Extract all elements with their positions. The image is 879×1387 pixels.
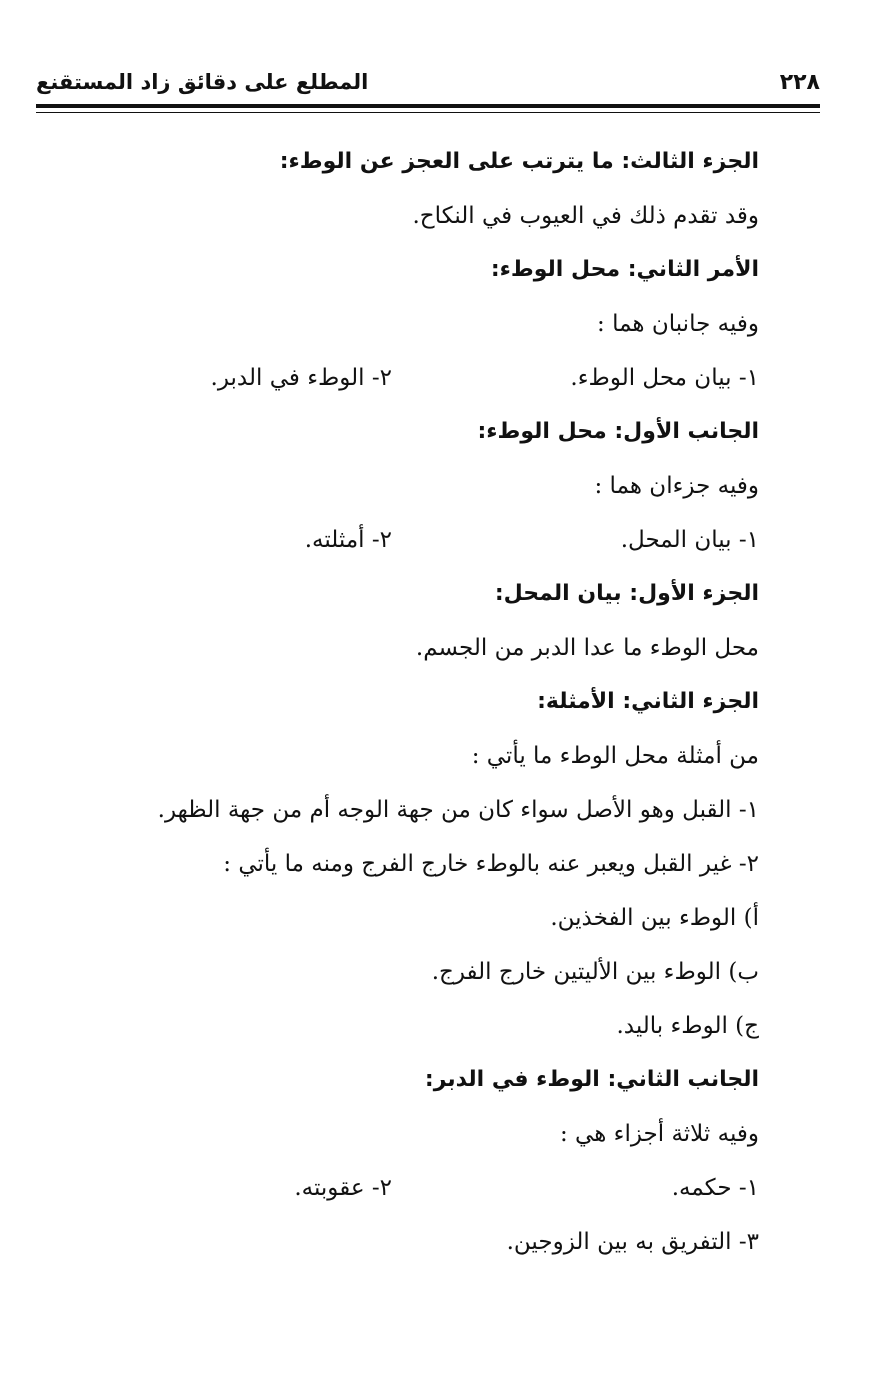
list-item: ٢- غير القبل ويعبر عنه بالوطء خارج الفرج ومنه ما يأتي : xyxy=(223,851,759,877)
paragraph: وقد تقدم ذلك في العيوب في النكاح. xyxy=(412,203,759,229)
paragraph: وفيه ثلاثة أجزاء هي : xyxy=(559,1121,759,1147)
list-item: ١- بيان المحل. xyxy=(620,527,759,553)
numbered-list-row xyxy=(80,513,759,567)
list-item: ج) الوطء باليد. xyxy=(616,1013,759,1039)
list-item: ١- حكمه. xyxy=(671,1175,759,1201)
section-heading: الجزء الأول: بيان المحل: xyxy=(494,581,759,606)
list-item: ١- القبل وهو الأصل سواء كان من جهة الوجه أم من جهة الظهر. xyxy=(157,797,759,823)
running-title: المطلع على دقائق زاد المستقنع xyxy=(36,70,369,94)
list-item: ٢- الوطء في الدبر. xyxy=(210,365,392,391)
list-item: ب) الوطء بين الأليتين خارج الفرج. xyxy=(431,959,759,985)
list-item: ٣- التفريق به بين الزوجين. xyxy=(506,1229,759,1255)
page-header xyxy=(36,66,820,102)
section-heading: الجانب الأول: محل الوطء: xyxy=(477,419,759,444)
list-item: أ) الوطء بين الفخذين. xyxy=(550,905,759,931)
section-heading: الجزء الثاني: الأمثلة: xyxy=(537,689,759,714)
body-text xyxy=(80,135,759,1269)
page-number: ٢٢٨ xyxy=(779,70,820,95)
paragraph: وفيه جانبان هما : xyxy=(597,311,759,337)
numbered-list-row xyxy=(80,351,759,405)
section-heading: الجانب الثاني: الوطء في الدبر: xyxy=(424,1067,759,1092)
list-item: ٢- أمثلته. xyxy=(304,527,392,553)
header-rule-thick xyxy=(36,104,820,108)
list-item: ١- بيان محل الوطء. xyxy=(570,365,759,391)
section-heading: الجزء الثالث: ما يترتب على العجز عن الوطء: xyxy=(279,149,759,174)
list-item: ٢- عقوبته. xyxy=(294,1175,392,1201)
numbered-list-row xyxy=(80,1161,759,1215)
paragraph: محل الوطء ما عدا الدبر من الجسم. xyxy=(415,635,759,661)
paragraph: وفيه جزءان هما : xyxy=(594,473,759,499)
header-rule-thin xyxy=(36,112,820,113)
section-heading: الأمر الثاني: محل الوطء: xyxy=(490,257,759,282)
paragraph: من أمثلة محل الوطء ما يأتي : xyxy=(471,743,759,769)
